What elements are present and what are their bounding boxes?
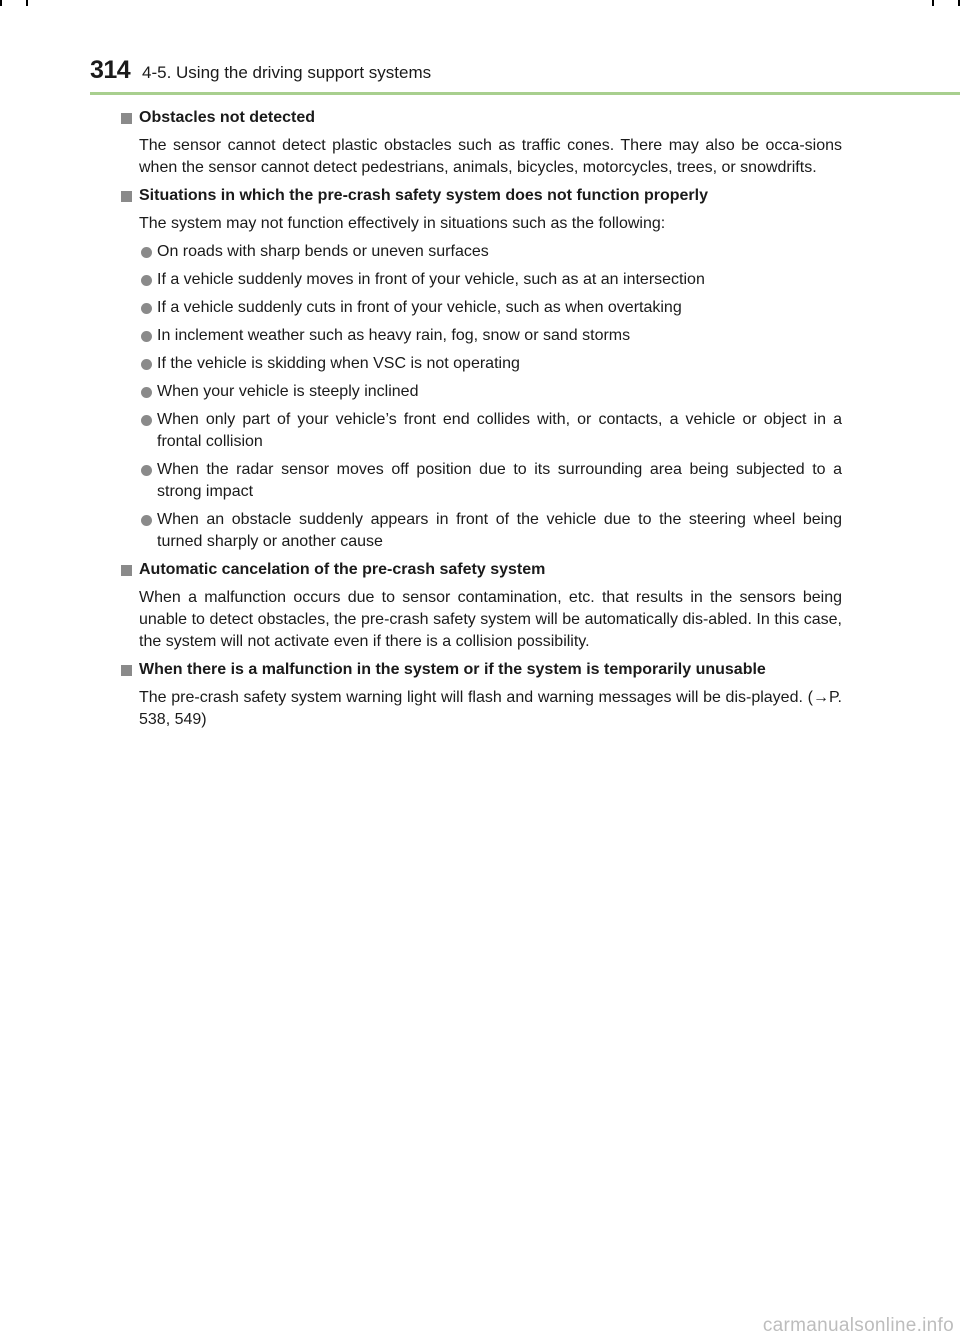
list-item: When the radar sensor moves off position due to its surrounding area being subjected to a strong impact <box>121 459 842 503</box>
square-bullet-icon <box>121 665 132 676</box>
section-automatic-cancelation <box>121 559 842 653</box>
header-rule <box>90 92 960 95</box>
list-item: In inclement weather such as heavy rain, fog, snow or sand storms <box>121 325 842 347</box>
section-body: The pre-crash safety system warning light will flash and warning messages will be dis-played. (→P. 538, 549) <box>139 689 842 728</box>
circle-bullet-icon <box>141 515 152 526</box>
square-bullet-icon <box>121 191 132 202</box>
list-item: If a vehicle suddenly cuts in front of your vehicle, such as when overtaking <box>121 297 842 319</box>
list-item: When your vehicle is steeply inclined <box>121 381 842 403</box>
crop-mark <box>26 0 28 6</box>
circle-bullet-icon <box>141 303 152 314</box>
section-heading: Situations in which the pre-crash safety system does not function properly <box>121 185 842 207</box>
section-body: When a malfunction occurs due to sensor contamination, etc. that results in the sensors being unable to detect obstacles, the pre-crash safety system will be automatically dis-abled. In this case, the system will not activate even if there is a collision possibility. <box>139 589 842 650</box>
circle-bullet-icon <box>141 465 152 476</box>
section-body: The system may not function effectively in situations such as the following: <box>139 215 666 232</box>
crop-mark <box>932 0 934 6</box>
section-system-malfunction <box>121 659 842 731</box>
section-obstacles-not-detected <box>121 107 842 179</box>
list-item: If a vehicle suddenly moves in front of your vehicle, such as at an intersection <box>121 269 842 291</box>
list-item: When only part of your vehicle’s front end collides with, or contacts, a vehicle or object in a frontal collision <box>121 409 842 453</box>
page-header <box>90 56 900 92</box>
crop-mark <box>0 0 2 6</box>
square-bullet-icon <box>121 113 132 124</box>
circle-bullet-icon <box>141 387 152 398</box>
page-content <box>121 107 842 737</box>
list-item: When an obstacle suddenly appears in front of the vehicle due to the steering wheel being turned sharply or another cause <box>121 509 842 553</box>
section-heading: When there is a malfunction in the system or if the system is temporarily unusable <box>121 659 842 681</box>
circle-bullet-icon <box>141 331 152 342</box>
section-heading: Obstacles not detected <box>121 107 842 129</box>
section-body: The sensor cannot detect plastic obstacles such as traffic cones. There may also be occa-sions when the sensor cannot detect pedestrians, animals, bicycles, motorcycles, trees, or snowdrifts. <box>139 137 842 176</box>
square-bullet-icon <box>121 565 132 576</box>
circle-bullet-icon <box>141 275 152 286</box>
page-number: 314 <box>90 56 131 84</box>
watermark: carmanualsonline.info <box>762 1315 954 1336</box>
section-title: 4-5. Using the driving support systems <box>142 63 432 82</box>
list-item: On roads with sharp bends or uneven surfaces <box>121 241 842 263</box>
circle-bullet-icon <box>141 359 152 370</box>
section-heading: Automatic cancelation of the pre-crash safety system <box>121 559 842 581</box>
section-system-not-functioning <box>121 185 842 553</box>
list-item: If the vehicle is skidding when VSC is not operating <box>121 353 842 375</box>
circle-bullet-icon <box>141 247 152 258</box>
circle-bullet-icon <box>141 415 152 426</box>
